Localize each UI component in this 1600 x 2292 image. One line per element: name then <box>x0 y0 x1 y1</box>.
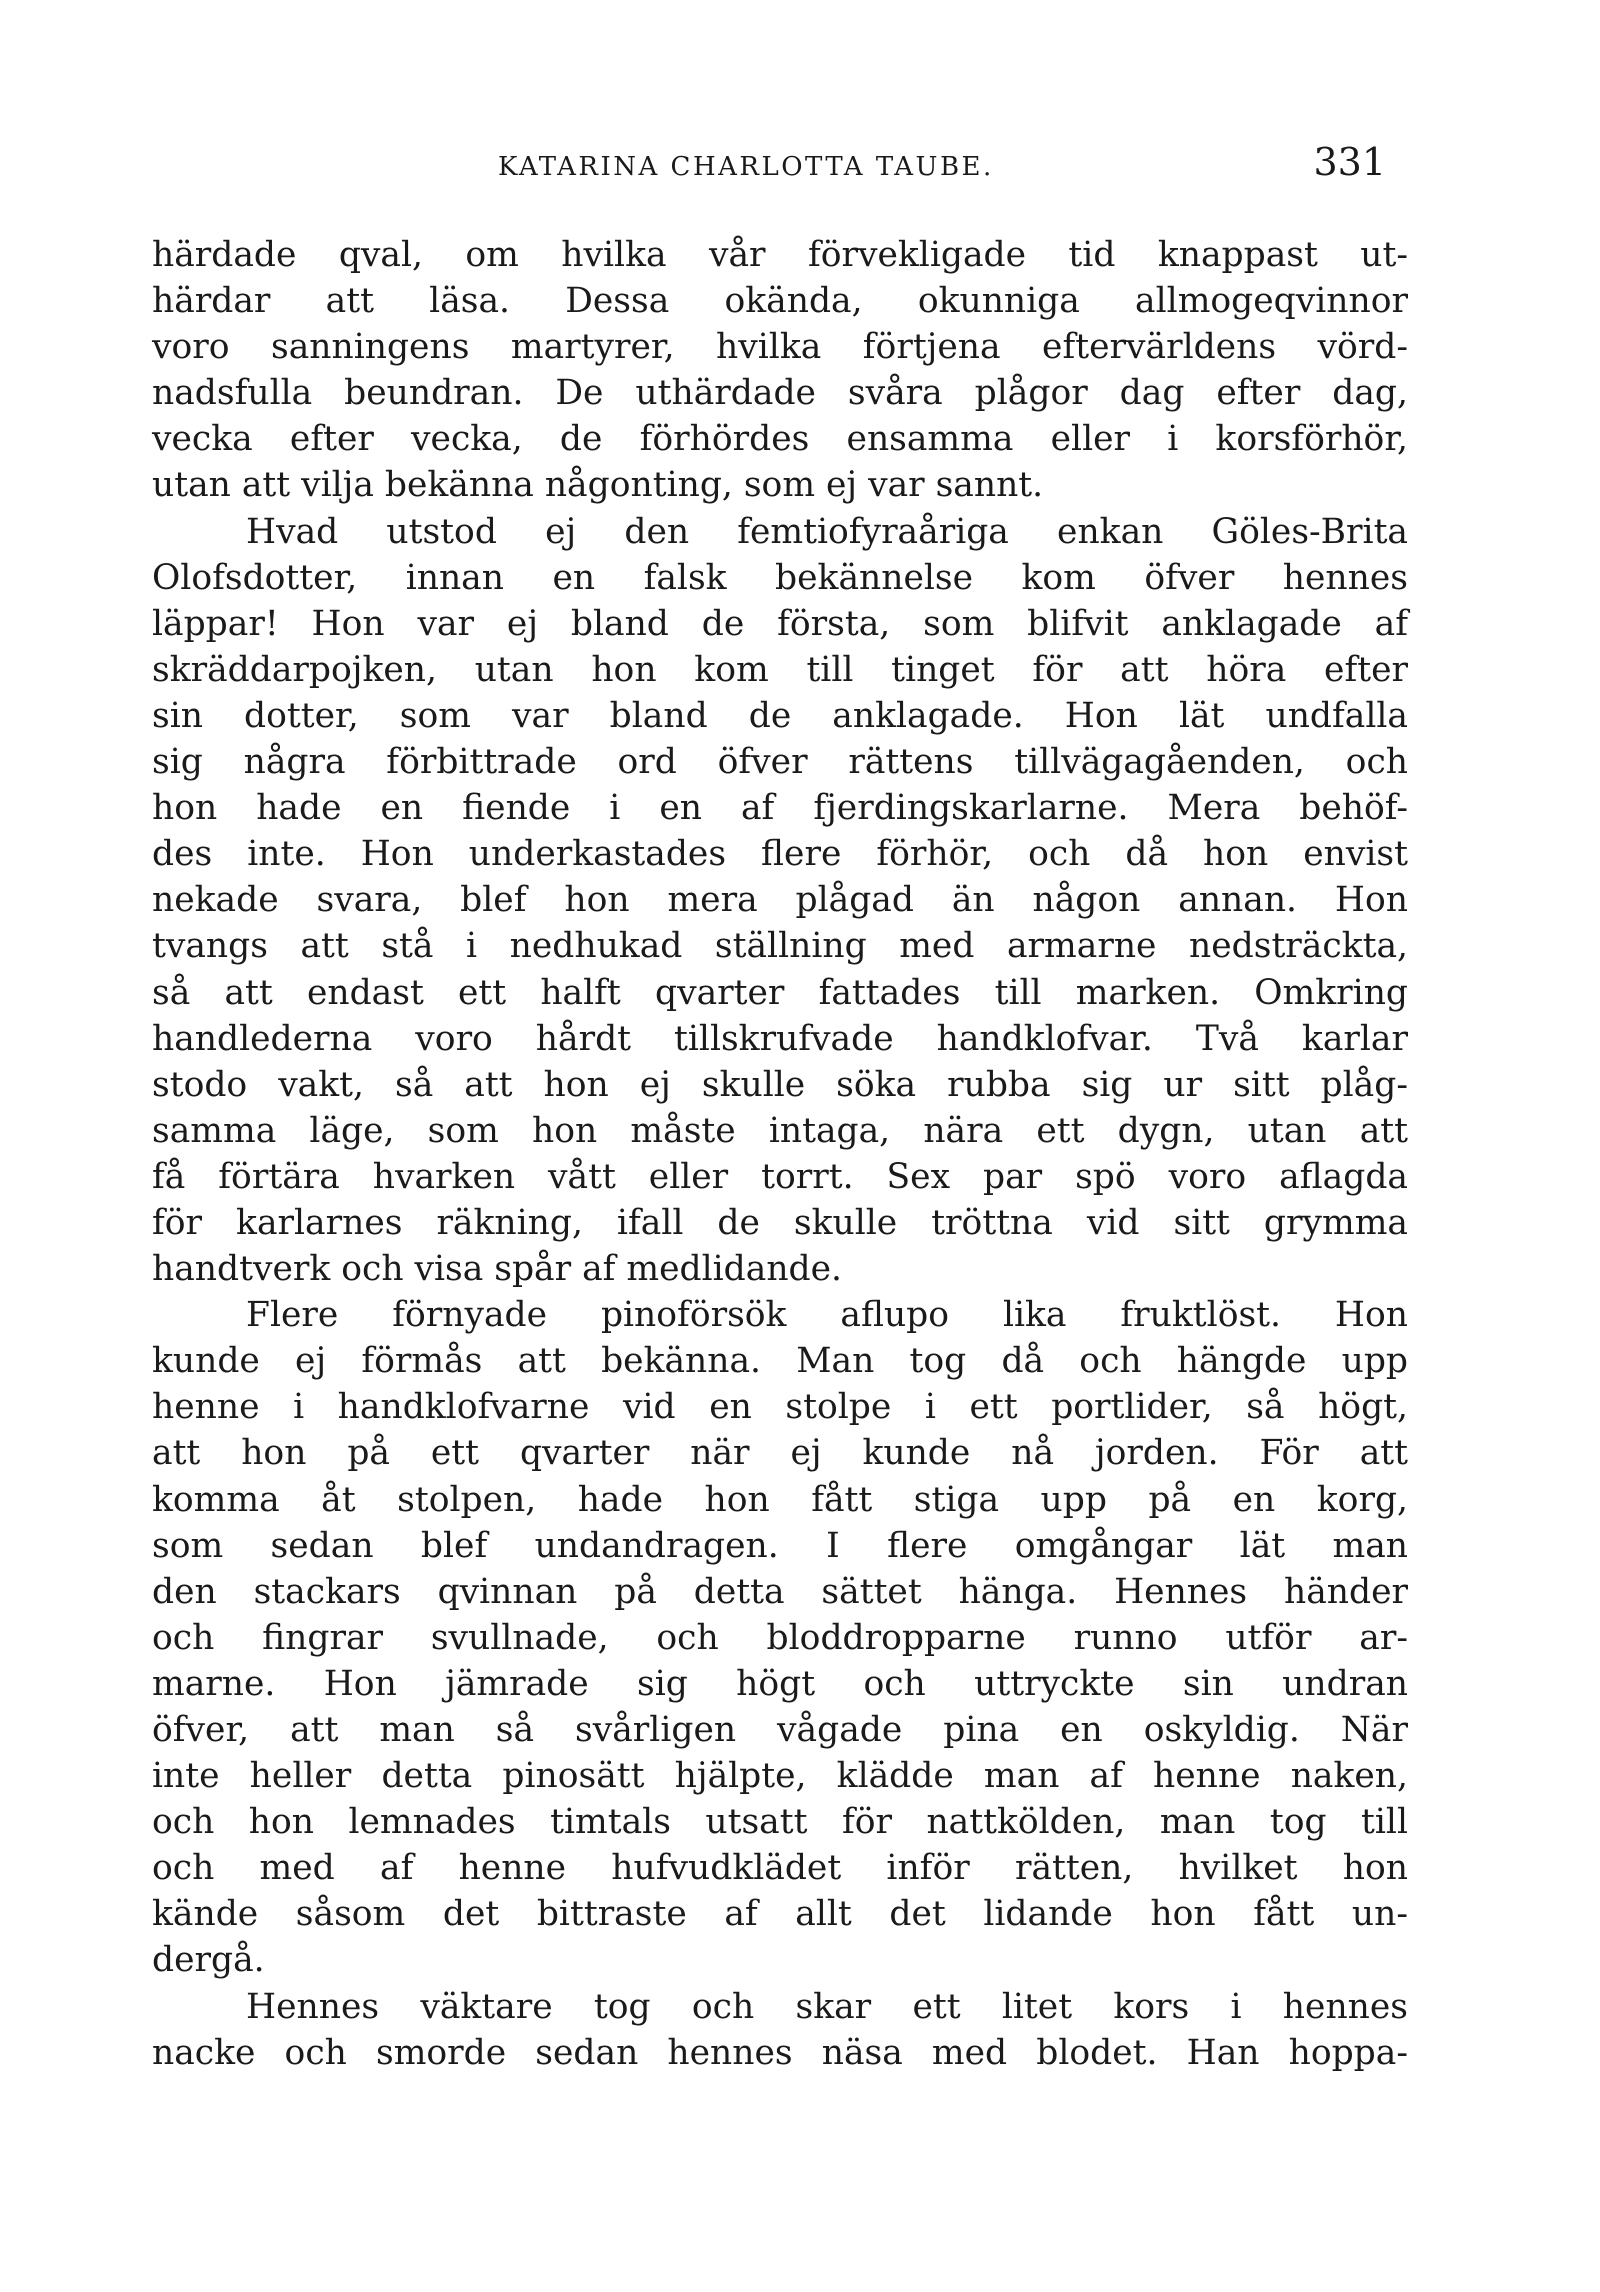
text-line: dergå. <box>152 1940 265 1981</box>
text-line: och fingrar svullnade, och bloddropparne runno utför ar- <box>152 1617 1408 1658</box>
page-number: 331 <box>1313 140 1386 184</box>
text-line: voro sanningens martyrer, hvilka förtjena eftervärldens vörd- <box>152 327 1408 368</box>
body-text <box>152 232 1408 2076</box>
text-line: Olofsdotter, innan en falsk bekännelse kom öfver hennes <box>152 557 1408 598</box>
text-line: att hon på ett qvarter när ej kunde nå jorden. För att <box>152 1433 1408 1474</box>
text-line: des inte. Hon underkastades flere förhör, och då hon envist <box>152 834 1408 875</box>
text-line: för karlarnes räkning, ifall de skulle tröttna vid sitt grymma <box>152 1202 1408 1243</box>
text-line: som sedan blef undandragen. I flere omgångar lät man <box>152 1525 1408 1566</box>
text-line: samma läge, som hon måste intaga, nära ett dygn, utan att <box>152 1110 1408 1151</box>
text-line: få förtära hvarken vått eller torrt. Sex par spö voro aflagda <box>152 1156 1408 1197</box>
text-line: kände såsom det bittraste af allt det lidande hon fått un- <box>152 1894 1408 1935</box>
text-line: Hvad utstod ej den femtiofyraåriga enkan Göles-Brita <box>246 511 1408 552</box>
text-line: skräddarpojken, utan hon kom till tinget för att höra efter <box>152 649 1408 690</box>
text-line: utan att vilja bekänna någonting, som ej var sannt. <box>152 465 1044 506</box>
text-line: så att endast ett halft qvarter fattades till marken. Omkring <box>152 972 1408 1013</box>
text-line: nekade svara, blef hon mera plågad än någon annan. Hon <box>152 880 1408 921</box>
text-line: härdar att läsa. Dessa okända, okunniga allmogeqvinnor <box>152 281 1408 322</box>
text-line: vecka efter vecka, de förhördes ensamma eller i korsförhör, <box>152 419 1408 460</box>
text-line: den stackars qvinnan på detta sättet hänga. Hennes händer <box>152 1571 1408 1612</box>
text-line: Hennes väktare tog och skar ett litet kors i hennes <box>246 1986 1408 2027</box>
text-line: handlederna voro hårdt tillskrufvade handklofvar. Två karlar <box>152 1018 1408 1059</box>
text-line: tvangs att stå i nedhukad ställning med armarne nedsträckta, <box>152 926 1408 967</box>
text-line: härdade qval, om hvilka vår förvekligade tid knappast ut- <box>152 235 1408 275</box>
text-line: hon hade en fiende i en af fjerdingskarlarne. Mera behöf- <box>152 788 1408 829</box>
text-line: sig några förbittrade ord öfver rättens tillvägagåenden, och <box>152 742 1408 783</box>
text-line: komma åt stolpen, hade hon fått stiga upp på en korg, <box>152 1479 1408 1520</box>
text-line: nacke och smorde sedan hennes näsa med blodet. Han hoppa- <box>152 2032 1408 2073</box>
text-line: kunde ej förmås att bekänna. Man tog då och hängde upp <box>152 1341 1408 1382</box>
text-line: och hon lemnades timtals utsatt för nattkölden, man tog till <box>152 1802 1408 1843</box>
text-line: handtverk och visa spår af medlidande. <box>152 1249 843 1290</box>
text-line: inte heller detta pinosätt hjälpte, klädde man af henne naken, <box>152 1756 1408 1797</box>
text-line: nadsfulla beundran. De uthärdade svåra plågor dag efter dag, <box>152 373 1408 414</box>
text-line: henne i handklofvarne vid en stolpe i ett portlider, så högt, <box>152 1387 1408 1428</box>
text-line: marne. Hon jämrade sig högt och uttryckte sin undran <box>152 1663 1408 1704</box>
text-line: läppar! Hon var ej bland de första, som blifvit anklagade af <box>152 603 1408 644</box>
text-line: och med af henne hufvudklädet inför rätten, hvilket hon <box>152 1848 1408 1889</box>
text-line: stodo vakt, så att hon ej skulle söka rubba sig ur sitt plåg- <box>152 1064 1408 1105</box>
text-line: sin dotter, som var bland de anklagade. Hon lät undfalla <box>152 695 1408 736</box>
text-line: Flere förnyade pinoförsök aflupo lika fruktlöst. Hon <box>246 1295 1408 1336</box>
text-line: öfver, att man så svårligen vågade pina en oskyldig. När <box>152 1710 1408 1750</box>
running-header-title: KATARINA CHARLOTTA TAUBE. <box>498 152 994 182</box>
